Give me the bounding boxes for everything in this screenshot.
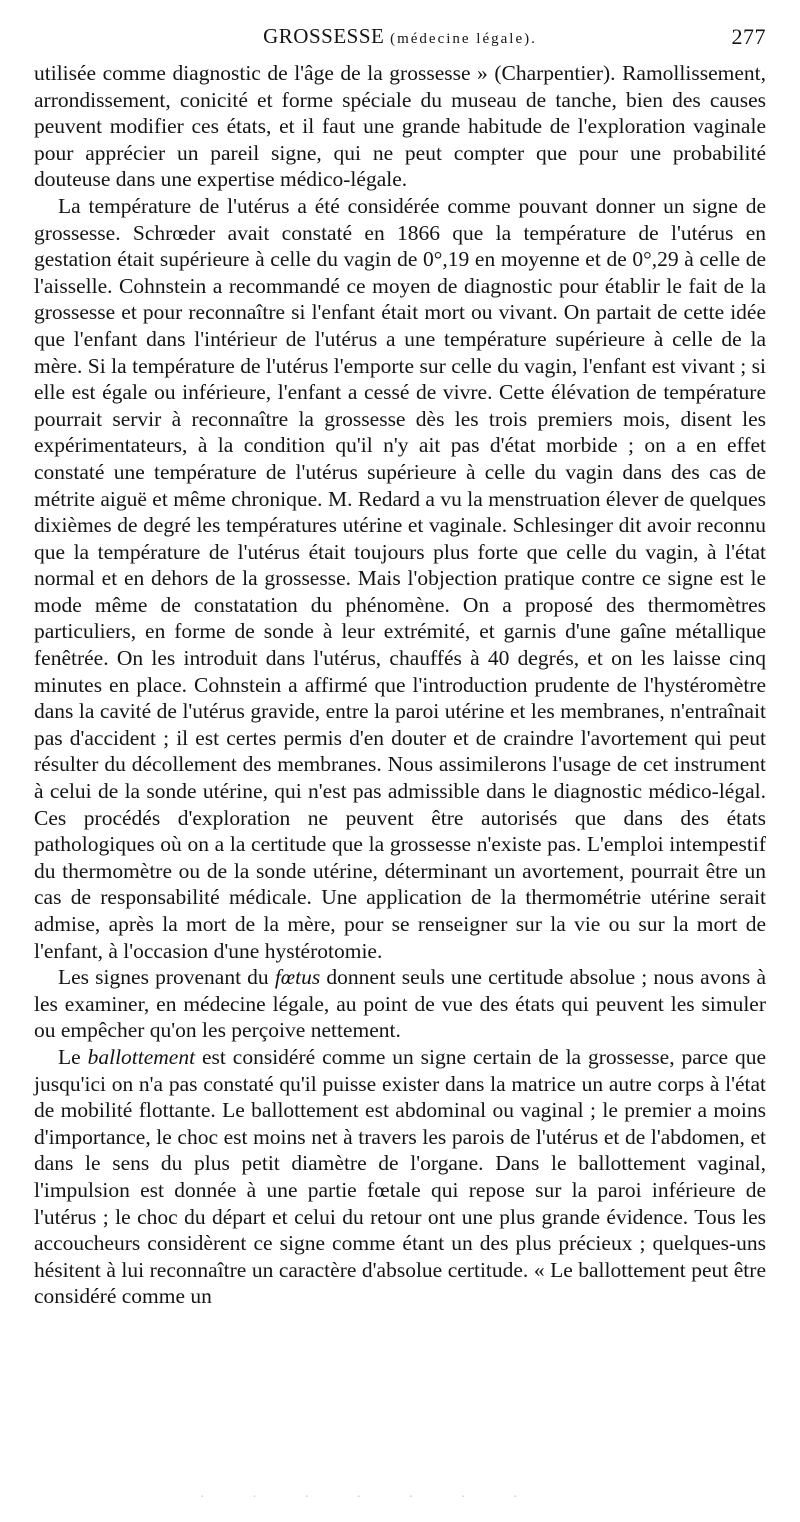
paragraph-text: Le bbox=[58, 1044, 88, 1069]
paragraph-text: utilisée comme diagnostic de l'âge de la grossesse » (Charpentier). Ramollissement, arrondissement, conicité et forme spéciale du museau de tanche, bien des causes peuvent modifier ces états, et il faut une grande habitude de l'exploration vaginale pour apprécier un pareil signe, qui ne peut compter que pour une probabilité douteuse dans une expertise médico-légale. bbox=[34, 61, 766, 192]
body-text bbox=[34, 60, 766, 1310]
running-header bbox=[34, 24, 766, 60]
paragraph bbox=[34, 193, 766, 964]
paragraph bbox=[34, 964, 766, 1044]
paragraph-text: est considéré comme un signe certain de la grossesse, parce que jusqu'ici on n'a pas constaté qu'il puisse exister dans la matrice un autre corps à l'état de mobilité flottante. Le ballottement est abdominal ou vaginal ; le premier a moins d'importance, le choc est moins net à travers les parois de l'utérus et de l'abdomen, et dans le sens du plus petit diamètre de l'organe. Dans le ballottement vaginal, l'impulsion est donnée à une partie fœtale qui repose sur la paroi inférieure de l'utérus ; le choc du départ et celui du retour ont une plus grande évidence. Tous les accoucheurs considèrent ce signe comme étant un des plus précieux ; quelques-uns hésitent à lui reconnaître un caractère d'absolue certitude. « Le ballottement peut être considéré comme un bbox=[34, 1044, 766, 1309]
page-number: 277 bbox=[731, 24, 766, 49]
running-title-subtitle: (médecine légale). bbox=[390, 31, 537, 47]
italic-term: fœtus bbox=[274, 965, 321, 990]
paragraph bbox=[34, 1044, 766, 1310]
bottom-smudge-decoration: · · · · · · · bbox=[200, 1490, 540, 1505]
running-title-main: GROSSESSE bbox=[263, 24, 385, 48]
paragraph-text: donnent seuls une certitude absolue ; nous avons à les examiner, en médecine légale, au point de vue des états qui peuvent les simuler ou empêcher qu'on les perçoive nettement. bbox=[34, 965, 766, 1043]
paragraph-text: La température de l'utérus a été considérée comme pouvant donner un signe de grossesse. Schrœder avait constaté en 1866 que la température de l'utérus en gestation était supérieure à celle du vagin de 0°,19 en moyenne et de 0°,29 à celle de l'aisselle. Cohnstein a recommandé ce moyen de diagnostic pour établir le fait de la grossesse et pour reconnaître si l'enfant était mort ou vivant. On partait de cette idée que l'enfant dans l'intérieur de l'utérus a une température supérieure à celle de la mère. Si la température de l'utérus l'emporte sur celle du vagin, l'enfant est vivant ; si elle est égale ou inférieure, l'enfant a cessé de vivre. Cette élévation de température pourrait servir à reconnaître la grossesse dès les trois premiers mois, disent les expérimentateurs, à la condition qu'il n'y ait pas d'état morbide ; on a en effet constaté une température de l'utérus supérieure à celle du vagin dans des cas de métrite aiguë et même chronique. M. Redard a vu la menstruation élever de quelques dixièmes de degré les températures utérine et vaginale. Schlesinger dit avoir reconnu que la température de l'utérus était toujours plus forte que celle du vagin, à l'état normal et en dehors de la grossesse. Mais l'objection pratique contre ce signe est le mode même de constatation du phénomène. On a proposé des thermomètres particuliers, en forme de sonde à leur extrémité, et garnis d'une gaîne métallique fenêtrée. On les introduit dans l'utérus, chauffés à 40 degrés, et on les laisse cinq minutes en place. Cohnstein a affirmé que l'introduction prudente de l'hystéromètre dans la cavité de l'utérus gravide, entre la paroi utérine et les membranes, n'entraînait pas d'accident ; il est certes permis d'en douter et de craindre l'avortement qui peut résulter du décollement des membranes. Nous assimilerons l'usage de cet instrument à celui de la sonde utérine, qui n'est pas admissible dans le diagnostic médico-légal. Ces procédés d'exploration ne peuvent être autorisés que dans des états pathologiques où on a la certitude que la grossesse n'existe pas. L'emploi intempestif du thermomètre ou de la sonde utérine, déterminant un avortement, pourrait être un cas de responsabilité médicale. Une application de la thermométrie utérine serait admise, après la mort de la mère, pour se renseigner sur la vie ou sur la mort de l'enfant, à l'occasion d'une hystérotomie. bbox=[34, 193, 766, 963]
italic-term: ballottement bbox=[87, 1044, 196, 1069]
book-page bbox=[34, 24, 766, 1310]
paragraph bbox=[34, 60, 766, 193]
paragraph-text: Les signes provenant du bbox=[58, 965, 275, 990]
running-title bbox=[263, 24, 537, 49]
